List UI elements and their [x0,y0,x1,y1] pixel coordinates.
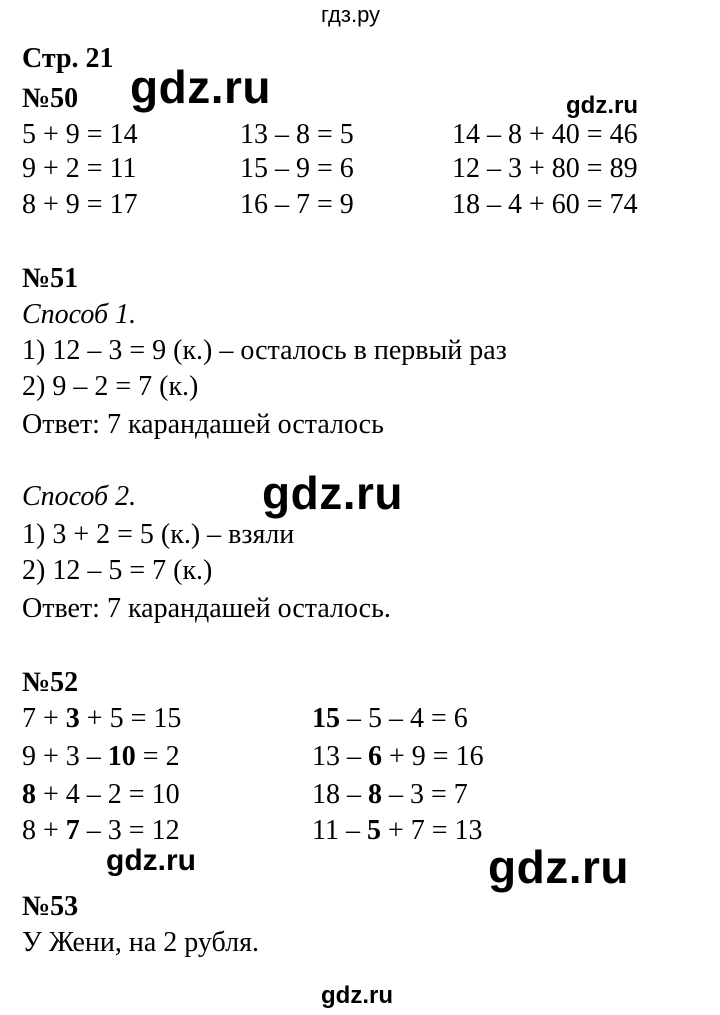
ex50-col1-row2: 9 + 2 = 11 [22,153,137,184]
ex52-right-row3: 18 – 8 – 3 = 7 [312,779,468,810]
exercise-50-title: №50 [22,83,79,114]
ex52-right-row4: 11 – 5 + 7 = 13 [312,815,483,846]
ex50-col2-row2: 15 – 9 = 6 [240,153,354,184]
watermark: gdz.ru [321,982,393,1009]
ex51-way1-label: Способ 1. [22,299,137,330]
watermark: gdz.ru [106,844,196,877]
ex52-left-row3: 8 + 4 – 2 = 10 [22,779,180,810]
ex50-col1-row3: 8 + 9 = 17 [22,189,138,220]
exercise-52-title: №52 [22,667,79,698]
watermark: gdz.ru [262,467,403,519]
ex51-way1-step2: 2) 9 – 2 = 7 (к.) [22,371,199,402]
ex52-left-row2: 9 + 3 – 10 = 2 [22,741,180,772]
ex50-col1-row1: 5 + 9 = 14 [22,119,138,150]
ex52-left-row1: 7 + 3 + 5 = 15 [22,703,182,734]
ex50-col2-row1: 13 – 8 = 5 [240,119,354,150]
exercise-53-title: №53 [22,891,79,922]
ex51-way2-label: Способ 2. [22,481,137,512]
top-watermark: гдз.ру [321,2,381,27]
ex50-col3-row1: 14 – 8 + 40 = 46 [452,119,638,150]
watermark: gdz.ru [130,61,271,113]
page-number: Стр. 21 [22,43,114,74]
ex51-way2-answer: Ответ: 7 карандашей осталось. [22,593,391,624]
ex50-col2-row3: 16 – 7 = 9 [240,189,354,220]
ex52-right-row2: 13 – 6 + 9 = 16 [312,741,484,772]
watermark: gdz.ru [566,92,638,119]
ex51-way2-step1: 1) 3 + 2 = 5 (к.) – взяли [22,519,295,550]
watermark: gdz.ru [488,841,629,893]
ex51-way1-answer: Ответ: 7 карандашей осталось [22,409,384,440]
ex50-col3-row2: 12 – 3 + 80 = 89 [452,153,638,184]
ex50-col3-row3: 18 – 4 + 60 = 74 [452,189,638,220]
ex53-answer: У Жени, на 2 рубля. [22,927,259,958]
exercise-51-title: №51 [22,263,79,294]
ex51-way2-step2: 2) 12 – 5 = 7 (к.) [22,555,213,586]
ex52-left-row4: 8 + 7 – 3 = 12 [22,815,180,846]
ex51-way1-step1: 1) 12 – 3 = 9 (к.) – осталось в первый раз [22,335,507,366]
ex52-right-row1: 15 – 5 – 4 = 6 [312,703,468,734]
